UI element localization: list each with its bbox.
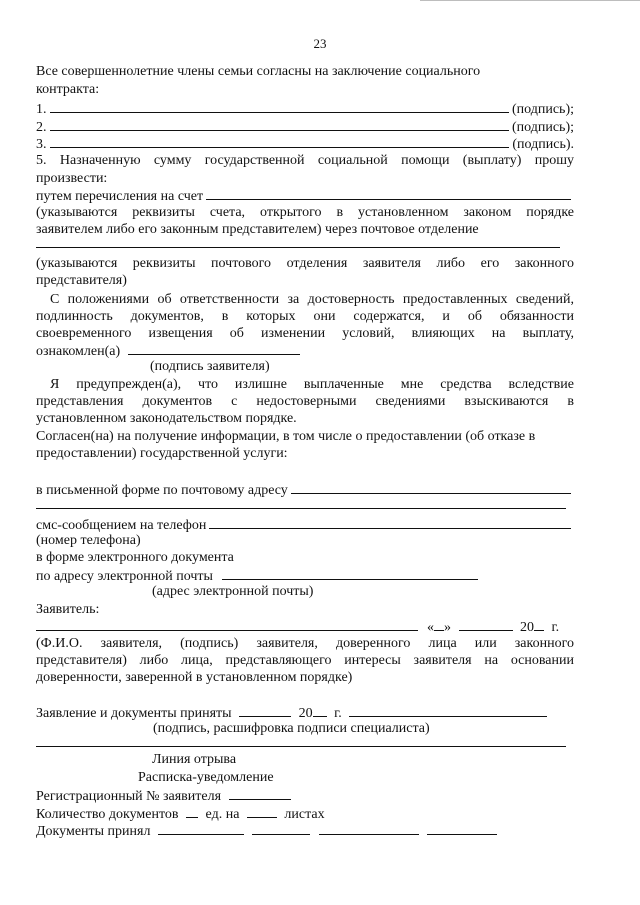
responsibility-line-2: подлинность документов, в которых они содержатся, и об обязанности — [36, 309, 574, 324]
family-signature-field[interactable] — [50, 135, 510, 148]
phone-field[interactable] — [209, 516, 571, 529]
accepted-by-field-4[interactable] — [427, 822, 497, 835]
family-signature-row-1 — [36, 100, 574, 118]
payment-line-1: 5. Назначенную сумму государственной социальной помощи (выплату) прошу — [36, 153, 574, 168]
account-label: путем перечисления на счет — [36, 189, 204, 204]
applicant-caption-line-2: представителя) либо лица, представляющего интересы заявителя на основании — [36, 653, 574, 668]
date-quote-close: » — [444, 620, 451, 635]
doc-count-field[interactable] — [186, 805, 198, 818]
doc-count-sheets: листах — [284, 807, 325, 822]
postal-note-line-1: (указываются реквизиты почтового отделения заявителя либо его законного — [36, 256, 574, 271]
phone-caption: (номер телефона) — [36, 533, 141, 548]
receipt-title: Расписка-уведомление — [138, 770, 274, 785]
email-caption: (адрес электронной почты) — [152, 584, 314, 599]
cut-line-label: Линия отрыва — [152, 752, 237, 767]
warning-line-3: установленном законодательством порядке. — [36, 411, 297, 426]
family-signature-caption: (подпись); — [511, 120, 574, 135]
family-consent-line-2: контракта: — [36, 82, 100, 97]
postal-address-label: в письменной форме по почтовому адресу — [36, 483, 288, 498]
doc-count-units: ед. на — [205, 807, 240, 822]
acquainted-label: ознакомлен(а) — [36, 344, 121, 359]
reg-number-field[interactable] — [229, 787, 291, 800]
accepted-year-suffix: г. — [334, 706, 342, 721]
accepted-by-field-1[interactable] — [158, 822, 244, 835]
year-suffix: г. — [551, 620, 560, 635]
family-consent-line-1: Все совершеннолетние члены семьи согласны на заключение социального — [36, 64, 481, 79]
cut-line — [36, 746, 566, 747]
postal-address-field-continued[interactable] — [36, 508, 566, 509]
applicant-row — [36, 618, 574, 636]
accepted-by-field-2[interactable] — [252, 822, 310, 835]
responsibility-line-1: С положениями об ответственности за достоверность предоставленных сведений, — [50, 292, 574, 307]
applicant-label: Заявитель: — [36, 602, 100, 617]
edoc-line-1: в форме электронного документа — [36, 550, 234, 565]
email-label: по адресу электронной почты — [36, 569, 213, 584]
family-row-number: 2. — [36, 120, 47, 135]
family-signature-row-3 — [36, 135, 574, 153]
family-row-number: 3. — [36, 137, 47, 152]
applicant-caption-line-1: (Ф.И.О. заявителя, (подпись) заявителя, доверенного лица или законного — [36, 636, 574, 651]
payment-line-2: произвести: — [36, 171, 108, 186]
responsibility-line-3: своевременного извещения об изменении условий, влияющих на выплату, — [36, 326, 574, 341]
postal-office-field[interactable] — [36, 247, 560, 248]
account-note-line-1: (указываются реквизиты счета, открытого в установленном законом порядке — [36, 205, 574, 220]
accepted-by-label: Документы принял — [36, 824, 151, 839]
acquainted-row — [36, 342, 574, 360]
consent-line-2: предоставлении) государственной услуги: — [36, 446, 288, 461]
postal-address-row — [36, 481, 574, 499]
account-field[interactable] — [206, 187, 571, 200]
family-signature-row-2 — [36, 118, 574, 136]
applicant-name-field[interactable] — [36, 618, 418, 631]
accepted-date-field[interactable] — [239, 704, 291, 717]
email-field[interactable] — [222, 567, 478, 580]
warning-line-1: Я предупрежден(а), что излишне выплаченные мне средства вследствие — [50, 377, 574, 392]
postal-note-line-2: представителя) — [36, 273, 127, 288]
accepted-label: Заявление и документы приняты — [36, 706, 232, 721]
reg-number-row — [36, 787, 574, 805]
month-field[interactable] — [459, 618, 513, 631]
family-signature-caption: (подпись). — [512, 137, 574, 152]
year-field[interactable] — [534, 618, 544, 631]
family-row-number: 1. — [36, 102, 47, 117]
reg-number-label: Регистрационный № заявителя — [36, 789, 222, 804]
accepted-year-field[interactable] — [313, 704, 327, 717]
edoc-row — [36, 567, 574, 585]
family-signature-caption: (подпись); — [511, 102, 574, 117]
sms-label: смс-сообщением на телефон — [36, 518, 207, 533]
family-signature-field[interactable] — [50, 100, 509, 113]
doc-count-label: Количество документов — [36, 807, 179, 822]
family-signature-field[interactable] — [50, 118, 509, 131]
accepted-row — [36, 704, 574, 722]
doc-count-row — [36, 805, 574, 823]
postal-address-field[interactable] — [291, 481, 571, 494]
accepted-year-prefix: 20 — [298, 706, 313, 721]
page-number: 23 — [313, 36, 327, 51]
warning-line-2: представления документов с недостоверными сведениями взыскиваются в — [36, 394, 574, 409]
year-prefix: 20 — [520, 620, 534, 635]
account-note-line-2: заявителем либо его законным представителем) через почтовое отделение — [36, 222, 479, 237]
sheet-count-field[interactable] — [247, 805, 277, 818]
accepted-by-field-3[interactable] — [319, 822, 419, 835]
date-quote-open: « — [427, 620, 434, 635]
accepted-by-row — [36, 822, 574, 840]
specialist-caption: (подпись, расшифровка подписи специалиста) — [153, 721, 430, 736]
applicant-signature-caption: (подпись заявителя) — [150, 359, 270, 374]
day-field[interactable] — [434, 618, 444, 631]
consent-line-1: Согласен(на) на получение информации, в том числе о предоставлении (об отказе в — [36, 429, 536, 444]
specialist-signature-field[interactable] — [349, 704, 547, 717]
account-row — [36, 187, 574, 205]
applicant-signature-field[interactable] — [128, 342, 300, 355]
page-corner-mark — [420, 0, 640, 9]
applicant-caption-line-3: доверенности, заверенной в установленном порядке) — [36, 670, 353, 685]
sms-row — [36, 516, 574, 534]
